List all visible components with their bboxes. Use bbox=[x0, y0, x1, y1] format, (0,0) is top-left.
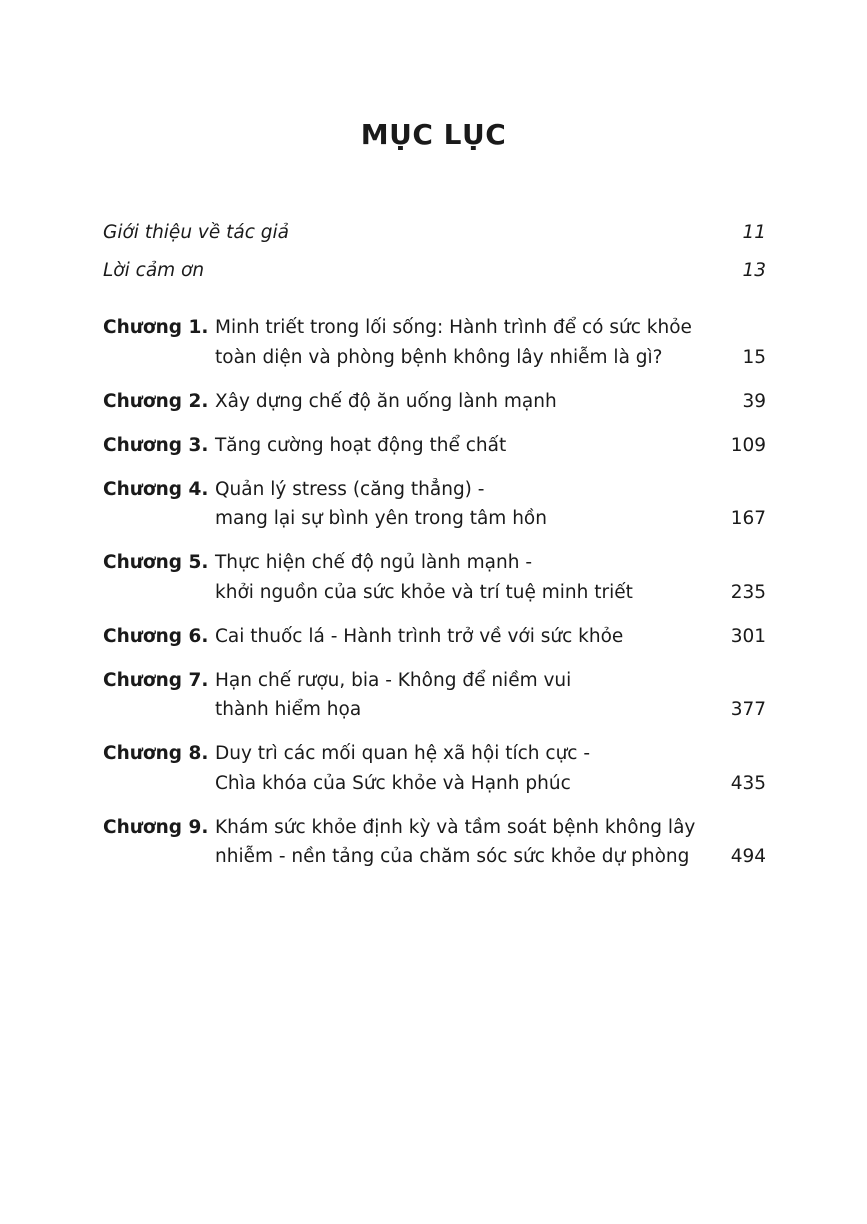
chapter-title-line: Khám sức khỏe định kỳ và tầm soát bệnh không lây bbox=[215, 816, 696, 838]
chapter-title-line: Chìa khóa của Sức khỏe và Hạnh phúc bbox=[215, 772, 571, 794]
chapter-entry-2 bbox=[103, 387, 766, 417]
chapter-title bbox=[215, 666, 571, 725]
front-matter-item bbox=[103, 222, 766, 260]
chapter-page: 109 bbox=[730, 434, 766, 456]
chapter-title-line: khởi nguồn của sức khỏe và trí tuệ minh triết bbox=[215, 581, 633, 603]
chapter-title-line: Tăng cường hoạt động thể chất bbox=[215, 434, 507, 456]
chapter-entry-4 bbox=[103, 475, 766, 534]
chapter-title bbox=[215, 475, 547, 534]
chapter-title-line: nhiễm - nền tảng của chăm sóc sức khỏe dự phòng bbox=[215, 846, 690, 867]
chapter-label: Chương 5. bbox=[103, 552, 209, 573]
chapter-label: Chương 1. bbox=[103, 317, 209, 338]
chapter-title-line: Minh triết trong lối sống: Hành trình để có sức khỏe bbox=[215, 317, 692, 338]
chapter-label: Chương 6. bbox=[103, 625, 209, 647]
chapter-title bbox=[215, 548, 633, 607]
chapter-title-line: Quản lý stress (căng thẳng) - bbox=[215, 478, 485, 500]
chapter-title bbox=[215, 813, 695, 872]
front-matter-item bbox=[103, 260, 766, 298]
chapter-label: Chương 3. bbox=[103, 434, 209, 456]
chapter-title-line: Hạn chế rượu, bia - Không để niềm vui bbox=[215, 669, 572, 691]
chapter-label: Chương 2. bbox=[103, 390, 209, 412]
chapter-page: 235 bbox=[730, 581, 766, 603]
chapter-entry-9 bbox=[103, 813, 766, 872]
chapter-page: 39 bbox=[742, 390, 766, 412]
chapter-entry-1 bbox=[103, 313, 766, 372]
chapter-title-line: toàn diện và phòng bệnh không lây nhiễm là gì? bbox=[215, 346, 663, 368]
chapter-title bbox=[215, 431, 506, 461]
chapter-page: 435 bbox=[730, 772, 766, 794]
chapter-entry-3 bbox=[103, 431, 766, 461]
chapter-page: 167 bbox=[730, 508, 766, 529]
front-matter-title: Giới thiệu về tác giả bbox=[103, 222, 289, 243]
chapter-entry-6 bbox=[103, 622, 766, 652]
chapter-page: 15 bbox=[742, 346, 766, 368]
chapter-title-line: Xây dựng chế độ ăn uống lành mạnh bbox=[215, 390, 557, 412]
chapter-title bbox=[215, 622, 623, 652]
chapter-title bbox=[215, 739, 590, 798]
chapter-title-line: Thực hiện chế độ ngủ lành mạnh - bbox=[215, 552, 533, 573]
chapter-entry-7 bbox=[103, 666, 766, 725]
chapter-page: 301 bbox=[730, 625, 766, 647]
chapter-page: 377 bbox=[730, 699, 766, 720]
chapter-label: Chương 4. bbox=[103, 478, 209, 500]
chapter-title-line: mang lại sự bình yên trong tâm hồn bbox=[215, 508, 547, 529]
chapter-label: Chương 9. bbox=[103, 816, 209, 838]
chapter-title bbox=[215, 387, 557, 417]
front-matter-page: 11 bbox=[742, 222, 766, 243]
chapter-list bbox=[103, 313, 766, 886]
chapter-title bbox=[215, 313, 692, 372]
chapter-page: 494 bbox=[730, 846, 766, 867]
chapter-label: Chương 8. bbox=[103, 743, 209, 764]
chapter-entry-5 bbox=[103, 548, 766, 607]
chapter-label: Chương 7. bbox=[103, 669, 209, 691]
front-matter-page: 13 bbox=[742, 260, 766, 281]
chapter-title-line: thành hiểm họa bbox=[215, 699, 362, 720]
page-title: MỤC LỤC bbox=[360, 118, 507, 151]
chapter-entry-8 bbox=[103, 739, 766, 798]
chapter-title-line: Cai thuốc lá - Hành trình trở về với sức khỏe bbox=[215, 625, 624, 647]
front-matter-title: Lời cảm ơn bbox=[103, 260, 205, 281]
front-matter-list bbox=[103, 222, 766, 298]
chapter-title-line: Duy trì các mối quan hệ xã hội tích cực - bbox=[215, 743, 591, 764]
